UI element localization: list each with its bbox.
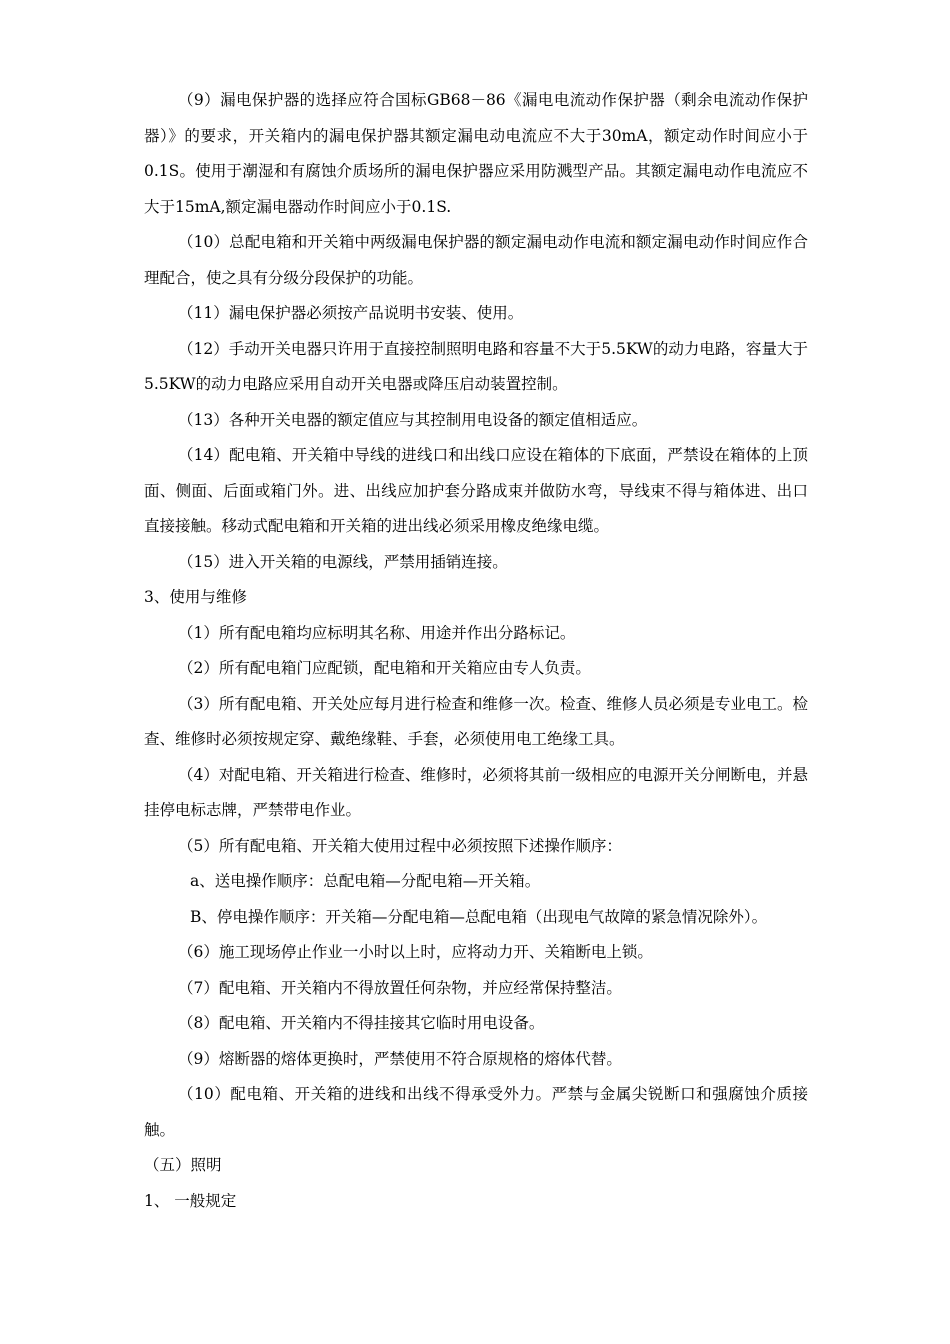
paragraph-install-per-manual: （11）漏电保护器必须按产品说明书安装、使用。 [178, 304, 524, 322]
paragraph-monthly-inspection: （3）所有配电箱、开关处应每月进行检查和维修一次。检查、维修人员必须是专业电工。检查、维修时必须按规定穿、戴绝缘鞋、手套，必须使用电工绝缘工具。 [144, 694, 808, 748]
paragraph-fuse-replacement: （9）熔断器的熔体更换时，严禁使用不符合原规格的熔体代替。 [178, 1049, 622, 1068]
paragraph-two-level-protection: （10）总配电箱和开关箱中两级漏电保护器的额定漏电动作电流和额定漏电动作时间应作合理配合，使之具有分级分段保护的功能。 [144, 233, 808, 287]
paragraph-rated-values: （13）各种开关电器的额定值应与其控制用电设备的额定值相适应。 [178, 410, 648, 429]
paragraph-wire-inlet-outlet: （14）配电箱、开关箱中导线的进线口和出线口应设在箱体的下底面，严禁设在箱体的上顶面、侧面、后面或箱门外。进、出线应加护套分路成束并做防水弯，导线束不得与箱体进、出口直接接触。移动式配电箱和开关箱的进出线必须采用橡皮绝缘电缆。 [144, 446, 808, 535]
paragraph-no-external-force: （10）配电箱、开关箱的进线和出线不得承受外力。严禁与金属尖锐断口和强腐蚀介质接触。 [144, 1085, 808, 1139]
document-body [144, 83, 808, 1219]
subsection-heading-general-rules: 1、 一般规定 [144, 1191, 237, 1210]
list-item-power-on-sequence: a、送电操作顺序：总配电箱—分配电箱—开关箱。 [190, 872, 541, 890]
section-heading-lighting: （五）照明 [144, 1156, 222, 1174]
paragraph-box-locks: （2）所有配电箱门应配锁，配电箱和开关箱应由专人负责。 [178, 659, 591, 677]
paragraph-manual-switch-limit: （12）手动开关电器只许用于直接控制照明电路和容量不大于5.5KW的动力电路，容量大于5.5KW的动力电路应采用自动开关电器或降压启动装置控制。 [144, 339, 808, 393]
paragraph-leakage-protector-selection: （9）漏电保护器的选择应符合国标GB68－86《漏电电流动作保护器（剩余电流动作保护器）》的要求，开关箱内的漏电保护器其额定漏电动电流应不大于30mA，额定动作时间应小于0.1S。使用于潮湿和有腐蚀介质场所的漏电保护器应采用防溅型产品。其额定漏电动作电流应不大于15mA,额定漏电器动作时间应小于0.1S. [144, 91, 808, 216]
paragraph-label-boxes: （1）所有配电箱均应标明其名称、用途并作出分路标记。 [178, 623, 576, 642]
paragraph-power-off-maintenance: （4）对配电箱、开关箱进行检查、维修时，必须将其前一级相应的电源开关分闸断电，并悬挂停电标志牌，严禁带电作业。 [144, 765, 808, 819]
paragraph-no-extra-equipment: （8）配电箱、开关箱内不得挂接其它临时用电设备。 [178, 1014, 545, 1032]
paragraph-lock-when-idle: （6）施工现场停止作业一小时以上时，应将动力开、关箱断电上锁。 [178, 943, 653, 961]
paragraph-operation-sequence: （5）所有配电箱、开关箱大使用过程中必须按照下述操作顺序： [178, 836, 622, 855]
paragraph-no-plug-connection: （15）进入开关箱的电源线，严禁用插销连接。 [178, 552, 508, 571]
section-heading-use-maintenance: 3、使用与维修 [144, 588, 247, 606]
paragraph-keep-clean: （7）配电箱、开关箱内不得放置任何杂物，并应经常保持整洁。 [178, 978, 622, 997]
list-item-power-off-sequence: B、停电操作顺序：开关箱—分配电箱—总配电箱（出现电气故障的紧急情况除外）。 [190, 907, 768, 926]
